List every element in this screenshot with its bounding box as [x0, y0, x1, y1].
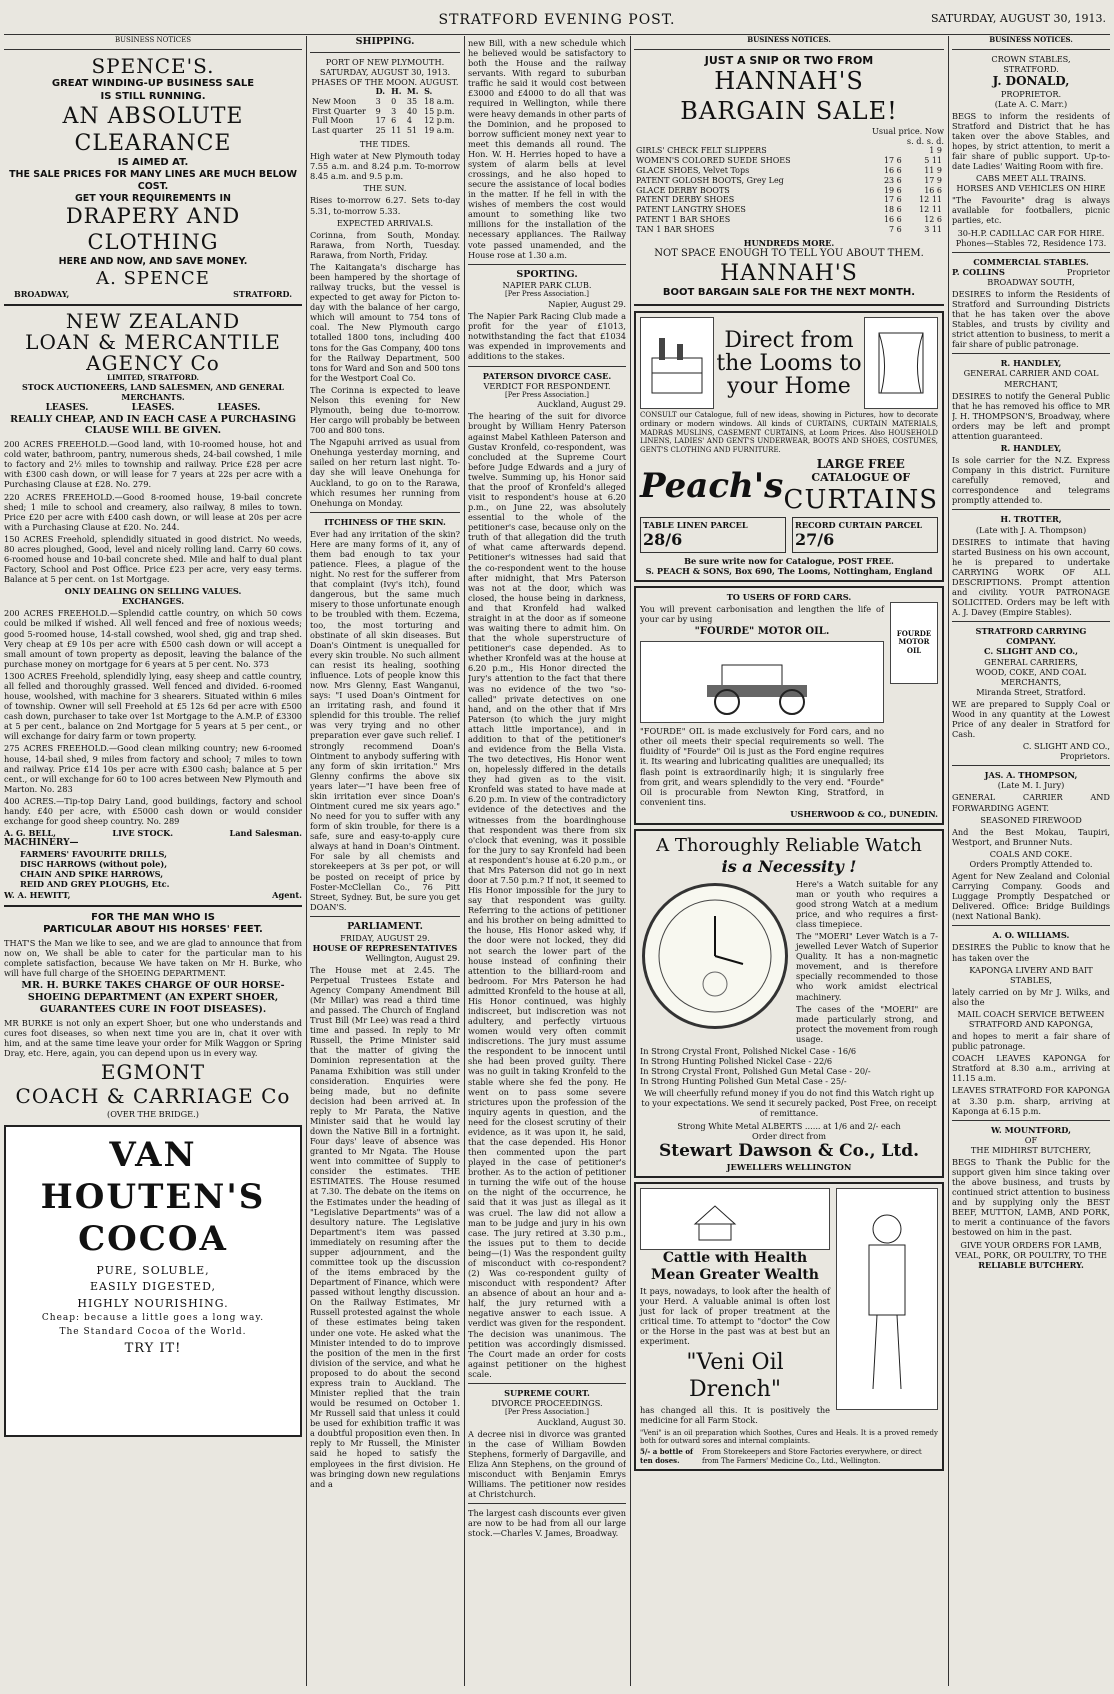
dateline: Wellington, August 29.	[365, 952, 460, 963]
column-rule	[630, 36, 631, 1686]
table-cell: TAN 1 BAR SHOES	[636, 224, 715, 234]
table-cell: 3 11	[924, 224, 942, 234]
ad-signature: Land Salesman.	[229, 828, 302, 839]
ad-line: Be sure write now for Catalogue, POST FREE.	[684, 555, 894, 566]
price-line: In Strong Crystal Front, Polished Gun Metal Case - 20/-	[640, 1066, 871, 1077]
listing: 200 ACRES FREEHOLD.—Splendid cattle country, on which 50 cows could be milked if wished. All well fenced and free of noxious weeds; good 5-roomed house, 14-stall cowshed, wool shed, gig and trap shed. Very cheap at £9 10s per acre with £500 cash down or will accept a small amount of town property as deposit, leaving the balance of the purchase money on mortgage for 6 years at 5 per cent. No. 373	[4, 608, 302, 669]
ad-line: JUST A SNIP OR TWO FROM	[704, 53, 874, 67]
ad-line: EASILY DIGESTED,	[89, 1280, 217, 1294]
table-cell: 1 9	[929, 146, 942, 156]
ad-line: THE SALE PRICES FOR MANY LINES ARE MUCH BELOW COST.	[9, 169, 297, 192]
ad-line: WOOD, COKE, AND COAL MERCHANTS,	[975, 666, 1087, 687]
business-name: CROWN STABLES,	[991, 53, 1071, 64]
paragraph: The Kaitangata's discharge has been hampered by the shortage of railway trucks, but the vessel is expected to get away for Picton to-day with the balance of her cargo, which will amount to 754 tons of coal. The New Plymouth cargo totalled 1800 tons, including 400 tons for the Gas Company, 400 tons for the Railway Department, 500 tons for Ward and Son and 500 tons for the Westport Coal Co.	[310, 261, 460, 383]
ad-paragraph: THAT'S the Man we like to see, and we are glad to announce that from now on, We shall be able to cater for the particular man to his complete satisfaction, because We have taken on Mr H. Burke, who will have full charge of the SHOEING DEPARTMENT.	[4, 938, 302, 979]
table-cell	[871, 146, 904, 156]
ad-paragraph: lately carried on by Mr J. Wilks, and also the	[952, 986, 1110, 1007]
table-cell: 18 a.m.	[424, 96, 455, 106]
subheading: HOUSE OF REPRESENTATIVES	[312, 942, 458, 953]
parcel-name: RECORD CURTAIN PARCEL	[795, 519, 923, 530]
table-cell: 12 6	[924, 215, 942, 225]
ad-headline: Mean Greater Wealth	[651, 1266, 819, 1283]
proprietor-name: A. O. WILLIAMS.	[992, 930, 1070, 941]
brand-name: VAN	[109, 1135, 197, 1176]
table-cell: 35	[406, 96, 418, 106]
column-3	[468, 36, 626, 1686]
table-cell: 12 p.m.	[424, 116, 455, 126]
spence-advertisement	[4, 36, 302, 299]
subheading: DIVORCE PROCEEDINGS.	[491, 1397, 603, 1408]
ad-line: GIVE YOUR ORDERS FOR LAMB, VEAL, PORK, OR POULTRY, TO THE	[955, 1239, 1107, 1260]
company-name: LOAN & MERCANTILE	[25, 330, 281, 355]
ad-line: (Late with J. A. Thompson)	[975, 524, 1087, 535]
ad-signature: A. G. BELL,	[4, 828, 56, 839]
table-row	[634, 215, 944, 225]
table-cell: Full Moon	[312, 116, 354, 126]
ad-paragraph: The "MOERI" Lever Watch is a 7-jewelled Lever Watch of Superior Quality. It has a non-magnetic movement, and is therefore specially recommended to those who work amidst electrical machinery.	[796, 931, 938, 1002]
table-cell: PATENT DERBY SHOES	[636, 195, 735, 205]
table-cell: First Quarter	[312, 106, 366, 116]
ad-line: Order direct from	[752, 1130, 826, 1141]
table-cell: 40	[406, 106, 418, 116]
paragraph: A decree nisi in divorce was granted in the case of William Bowden Stephens, formerly of Dargaville, and Eliza Ann Stephens, on the ground of misconduct with Benjamin Emrys Williams. The petitioner now resides at Christchurch.	[468, 1428, 626, 1500]
table-cell: 15 p.m.	[424, 106, 455, 116]
subheading: PORT OF NEW PLYMOUTH.	[325, 56, 445, 67]
ad-line: BROADWAY SOUTH,	[987, 276, 1075, 287]
ad-line: PURE, SOLUBLE,	[96, 1263, 210, 1277]
table-cell: 9	[375, 106, 381, 116]
section-heading: PARLIAMENT.	[347, 920, 423, 932]
press-credit: [Per Press Association.]	[505, 290, 589, 299]
section-header: BUSINESS NOTICES	[114, 36, 192, 44]
ad-line: TRY IT!	[124, 1341, 182, 1357]
ad-paragraph: GENERAL CARRIER AND FORWARDING AGENT.	[952, 792, 1110, 813]
table-cell: 11 9	[924, 165, 942, 175]
ad-address: STRATFORD.	[233, 288, 292, 299]
table-cell: 11	[391, 126, 402, 136]
table-cell: 16 6	[924, 185, 942, 195]
ad-line: HERE AND NOW, AND SAVE MONEY.	[58, 255, 248, 267]
factory-illustration	[640, 317, 714, 409]
parcel-name: TABLE LINEN PARCEL	[643, 519, 748, 530]
ad-line: 30-H.P. CADILLAC CAR FOR HIRE.	[957, 227, 1105, 238]
ad-line: MACHINERY—	[4, 838, 79, 849]
brand-name: "FOURDE" MOTOR OIL.	[694, 625, 830, 637]
price-line: In Strong Hunting Polished Nickel Case - 22/6	[640, 1056, 833, 1067]
ad-line: CHAIN AND SPIKE HARROWS,	[20, 869, 164, 880]
table-header-cell: H.	[391, 85, 402, 96]
table-row	[310, 107, 460, 117]
listing: 150 ACRES Freehold, splendidly situated in good district. No weeds, 80 acres ploughed, Good, level and nicely rolling land. Carry 60 cows. 6-roomed house and 10-bail concrete shed. Mile and half to dual plant Factory, School and Post Office. Price £23 per acre, very easy terms. Balance at 5 per cent. on 1st Mortgage.	[4, 533, 302, 585]
ad-paragraph: and hopes to merit a fair share of public patronage.	[952, 1031, 1110, 1052]
fourde-oil-advertisement	[634, 586, 944, 825]
table-cell: GLACE SHOES, Velvet Tops	[636, 165, 750, 175]
table-row	[634, 156, 944, 166]
ad-line: HUNDREDS MORE.	[743, 237, 835, 248]
ad-line: Phones—Stables 72, Residence 173.	[955, 237, 1107, 248]
ad-line: CATALOGUE OF	[811, 471, 911, 485]
window-illustration	[864, 317, 938, 409]
ad-paragraph: "The Favourite" drag is always available for footballers, picnic parties, etc.	[952, 195, 1110, 226]
ad-line: LIVE STOCK.	[112, 828, 174, 839]
ad-line: GENERAL CARRIERS,	[984, 656, 1078, 667]
table-row	[634, 195, 944, 205]
ad-paragraph: It pays, nowadays, to look after the health of your Herd. A valuable animal is often lost just for lack of proper treatment at the critical time. To attempt to "doctor" the Cow or the Horse in the past was at best but an experiment.	[640, 1286, 830, 1347]
table-row	[634, 146, 944, 156]
brand-name: HOUTEN'S	[40, 1176, 266, 1217]
table-row	[634, 205, 944, 215]
paragraph: Corinna, from South, Monday. Rarawa, from North, Tuesday. Rarawa, from North, Friday.	[310, 229, 460, 260]
table-cell: 17 9	[924, 175, 942, 185]
table-cell: 18 6	[883, 205, 902, 215]
table-row	[634, 225, 944, 235]
ad-address: S. PEACH & SONS, Box 690, The Looms, Nottingham, England	[645, 565, 933, 576]
ad-line: GET YOUR REQUIREMENTS IN	[75, 192, 231, 204]
brand-name: HANNAH'S	[714, 67, 864, 96]
press-credit: [Per Press Association.]	[505, 1408, 589, 1417]
company-name: NEW ZEALAND	[65, 309, 241, 334]
parcel-price: 28/6	[643, 529, 683, 549]
ad-line: (Late A. C. Marr.)	[994, 98, 1068, 109]
company-sub: LIMITED, STRATFORD.	[107, 373, 199, 383]
paragraph: The largest cash discounts ever given are now to be had from all our large stock.—Charles V. James, Broadway.	[468, 1508, 626, 1539]
table-cell: 12 11	[919, 195, 942, 205]
leases-heading: LEASES. LEASES. LEASES.	[45, 402, 261, 413]
dateline: Napier, August 29.	[548, 299, 626, 310]
table-cell: 51	[406, 126, 418, 136]
company-name: Stewart Dawson & Co., Ltd.	[658, 1140, 920, 1161]
nzl-advertisement	[4, 311, 302, 899]
table-row	[310, 126, 460, 136]
listing: 400 ACRES.—Tip-top Dairy Land, good buildings, factory and school handy. £40 per acre, with £5000 cash down or would consider exchange for good sheep country. No. 289	[4, 795, 302, 826]
ad-headline: the Looms to	[716, 350, 862, 376]
ad-paragraph: WE are prepared to Supply Coal or Wood in any quantity at the Lowest Price of any dealer in Stratford for Cash.	[952, 698, 1110, 740]
article-heading: SUPREME COURT.	[504, 1387, 590, 1398]
table-cell: 3	[391, 106, 397, 116]
table-cell: Last quarter	[312, 126, 363, 136]
ad-line: CABS MEET ALL TRAINS.	[975, 173, 1087, 184]
business-name: THE MIDHIRST BUTCHERY,	[970, 1144, 1092, 1155]
ad-signature: USHERWOOD & CO., DUNEDIN.	[790, 808, 938, 819]
dateline: Auckland, August 29.	[537, 399, 626, 410]
ad-line: Cheap: because a little goes a long way.	[41, 1313, 265, 1324]
table-cell: PATENT GOLOSH BOOTS, Grey Leg	[636, 175, 784, 185]
ad-line: IS AIMED AT.	[117, 156, 189, 168]
masthead	[0, 0, 1114, 34]
table-cell: 25	[375, 126, 386, 136]
ad-line: JEWELLERS WELLINGTON	[726, 1161, 852, 1172]
table-cell: WOMEN'S COLORED SUEDE SHOES	[636, 156, 791, 166]
ad-line: REID AND GREY PLOUGHS, Etc.	[20, 879, 170, 890]
ad-line: The Standard Cocoa of the World.	[59, 1327, 247, 1338]
table-cell: 19 6	[883, 185, 902, 195]
column-5	[952, 36, 1110, 1686]
company-name: AGENCY Co	[86, 351, 220, 376]
tin-label: FOURDE MOTOR OIL	[896, 628, 932, 656]
ad-signature: W. A. HEWITT,	[4, 889, 71, 900]
table-cell: 16 6	[883, 215, 902, 225]
ad-paragraph: You will prevent carbonisation and lengthen the life of your car by using	[640, 603, 884, 624]
ad-paragraph: LEAVES STRATFORD FOR KAPONGA at 3.30 p.m. sharp, arriving at Kaponga at 6.15 p.m.	[952, 1085, 1110, 1116]
price-line: 5/- a bottle of ten doses.	[640, 1447, 694, 1465]
paragraph: Ever had any irritation of the skin? Here are many forms of it, any of them bad enough to tax your patience. Flees, a plague of the night. No rest for the sufferer from that complaint (Ivy's itch), found dangerous, but the same much misery to those unfortunate enough to be troubled with them. Eczema, too, the most torturing and obstinate of all skin diseases. But Doan's Ointment is unequalled for every skin trouble. No such ailment can resist its healing, soothing influence. Lots of people know this now. Mrs Glenny, East Wanganui, says: "I used Doan's Ointment for an irritating rash, and found it splendid for this trouble. The relief was very trying and no other preparation ever gave such relief. I strongly recommend Doan's Ointment to anybody suffering with any form of skin irritation." Mrs Glenny confirms the above six years later—"I have been free of skin irritation ever since Doan's Ointment cured me six years ago." No need for you to suffer with any form of skin trouble, for there is a safe, sure and easy-to-apply cure always at hand in Doan's Ointment. For sale by all chemists and storekeepers at 3s per pot, or will be posted on receipt of price by Foster-McClellan Co., 76 Pitt Street, Sydney. But, be sure you get DOAN'S.	[310, 528, 460, 912]
proprietor-name: R. HANDLEY,	[1000, 358, 1062, 369]
table-cell: GLACE DERBY BOOTS	[636, 185, 730, 195]
ad-line: TO USERS OF FORD CARS.	[726, 591, 852, 602]
ad-line: MAIL COACH SERVICE BETWEEN STRATFORD AND KAPONGA,	[957, 1008, 1105, 1029]
ad-line: Proprietors.	[1060, 751, 1110, 762]
ad-paragraph: DESIRES to inform the Residents of Stratford and Surrounding Districts that he has taken over the above Stables, and trusts by civility and strict attention to business, to merit a fair share of public patronage.	[952, 288, 1110, 350]
article-heading: ITCHINESS OF THE SKIN.	[324, 516, 446, 527]
ad-line: PARTICULAR ABOUT HIS HORSES' FEET.	[43, 923, 263, 935]
top-rule	[4, 34, 1110, 35]
business-name: STRATFORD.	[1003, 63, 1059, 74]
brand-name: HANNAH'S	[720, 261, 858, 287]
paragraph: The Ngapuhi arrived as usual from Onehunga yesterday morning, and sailed on her return last night. To-day she will leave Onehunga for Auckland, to go on to the Rarawa, which resumes her running from Onehunga on Monday.	[310, 437, 460, 508]
ad-line: From Storekeepers and Store Factories everywhere, or direct from The Farmers' Medicine Co., Ltd., Wellington.	[702, 1448, 922, 1465]
moon-phases-table	[310, 87, 460, 136]
ad-line: FARMERS' FAVOURITE DRILLS,	[20, 849, 167, 860]
ad-paragraph: DESIRES the Public to know that he has taken over the	[952, 942, 1110, 963]
business-name: C. SLIGHT AND CO.,	[984, 646, 1078, 657]
ad-line: GENERAL CARRIER AND COAL MERCHANT,	[963, 368, 1099, 389]
issue-date: SATURDAY, AUGUST 30, 1913.	[930, 12, 1106, 25]
table-row	[634, 186, 944, 196]
ad-paragraph: CONSULT our Catalogue, full of new ideas, showing in Pictures, how to decorate ordinary or modern windows. All kinds of CURTAINS, CURTAIN MATERIALS, MADRAS MUSLINS, CASEMENT CURTAINS, at Loom Prices. Also HOUSEHOLD LINENS, LADIES' AND GENT'S UNDERWEAR, BOOTS AND SHOES, COSTUMES, GENT'S CLOTHING AND FURNITURE.	[640, 411, 938, 454]
ad-line: FOR THE MAN WHO IS	[91, 911, 215, 923]
press-credit: [Per Press Association.]	[505, 390, 589, 399]
table-cell: GIRLS' CHECK FELT SLIPPERS	[636, 146, 767, 156]
table-cell: 17 6	[883, 195, 902, 205]
table-cell: 19 a.m.	[424, 126, 455, 136]
table-cell: 17 6	[883, 156, 902, 166]
ad-paragraph: The cases of the "MOERI" are made particularly strong, and protect the movement from rough usage.	[796, 1003, 938, 1044]
proprietor-name: JAS. A. THOMPSON,	[984, 770, 1078, 781]
ad-paragraph: Is sole carrier for the N.Z. Express Company in this district. Furniture carefully removed, and correspondence and telegrams promptly attended to.	[952, 455, 1110, 506]
ad-paragraph: BEGS to Thank the Public for the support given him since taking over the above business, and trusts by continued strict attention to business and by supplying only the BEST BEEF, MUTTON, LAMB, AND PORK, to merit a continuance of the favors bestowed on him in the past.	[952, 1156, 1110, 1238]
table-header-cell: S.	[424, 85, 433, 96]
ad-paragraph: We will cheerfully refund money if you do not find this Watch right up to your expectations. We send it securely packed, Post Free, on receipt of remittance.	[641, 1088, 937, 1119]
paragraph: High water at New Plymouth today 7.55 a.m. and 8.24 p.m. To-morrow 8.45 a.m. and 9.5 p.m.	[310, 151, 460, 182]
business-name: COMMERCIAL STABLES.	[973, 256, 1089, 267]
ad-headline: A Thoroughly Reliable Watch	[656, 834, 922, 856]
farmer-illustration	[836, 1188, 938, 1410]
price-line: In Strong Crystal Front, Polished Nickel Case - 16/6	[640, 1045, 857, 1056]
parcel-price: 27/6	[795, 529, 835, 549]
ad-paragraph: Agent for New Zealand and Colonial Carrying Company. Goods and Luggage Promptly Despatched or Delivered. Office: Bridge Buildings (next National Bank).	[952, 870, 1110, 922]
table-cell: New Moon	[312, 96, 357, 106]
column-4	[634, 36, 944, 1686]
ad-headline: AN ABSOLUTE CLEARANCE	[62, 103, 244, 156]
table-cell: 17	[375, 116, 386, 126]
ad-headline: your Home	[727, 374, 851, 400]
brand-name: "Veni Oil Drench"	[686, 1349, 784, 1402]
column-rule	[306, 36, 307, 1686]
article-heading: PATERSON DIVORCE CASE.	[482, 370, 612, 381]
ad-line: Proprietor	[1066, 266, 1110, 277]
paragraph: The Napier Park Racing Club made a profit for the year of £1013, notwithstanding the fact that £1034 was expended in improvements and additions to the stakes.	[468, 311, 626, 362]
proprietor-name: H. TROTTER,	[1000, 514, 1062, 525]
ad-line: (OVER THE BRIDGE.)	[107, 1109, 199, 1119]
paragraph: The Corinna is expected to leave Nelson this evening for New Plymouth, being due to-morrow. Her cargo will probably be between 700 and 800 tons.	[310, 384, 460, 436]
table-cell: 6	[391, 116, 397, 126]
table-cell: 12 11	[919, 205, 942, 215]
section-heading: SHIPPING.	[355, 36, 415, 47]
table-row	[310, 116, 460, 126]
column-2	[310, 36, 460, 1686]
listing: 220 ACRES FREEHOLD.—Good 8-roomed house, 19-bail concrete shed; 1 mile to school and creamery, also railway, 8 miles to town. Price £20 per acre with £400 cash down, or will lease at 20s per acre with a Purchasing Clause at £20. No. 244.	[4, 491, 302, 532]
ad-line: BOOT BARGAIN SALE FOR THE NEXT MONTH.	[662, 287, 916, 299]
watch-illustration	[640, 877, 790, 1046]
paper-title: STRATFORD EVENING POST.	[438, 12, 676, 28]
business-name: STRATFORD CARRYING COMPANY.	[975, 626, 1087, 647]
column-1	[4, 36, 302, 1686]
company-trades: STOCK AUCTIONEERS, LAND SALESMEN, AND GENERAL MERCHANTS.	[22, 382, 284, 402]
ad-line: OF	[1024, 1134, 1038, 1145]
ad-line: REALLY CHEAP, AND IN EACH CASE A PURCHASING CLAUSE WILL BE GIVEN.	[10, 413, 296, 437]
veni-oil-advertisement	[634, 1182, 944, 1472]
table-cell: PATENT LANGTRY SHOES	[636, 205, 746, 215]
ad-paragraph: DESIRES to notify the General Public that he has removed his office to MR J. H. THOMPSON'S, Broadway, where orders may be left and prompt attention guaranteed.	[952, 390, 1110, 441]
proprietor-name: P. COLLINS	[952, 266, 1005, 277]
paragraph: The House met at 2.45. The Perpetual Trustees Estate and Agency Company Amendment Bill (Mr Millar) was read a third time and passed. The Church of England Trust Bill (Mr Lee) was read a third time and passed. In reply to Mr Russell, the Prime Minister said that the matter of giving the Dominion representation at the Panama Exhibition was still under consideration. Enquiries were being made, but no definite decision had been arrived at. In reply to Mr Parata, the Native Minister said that he would lay down the Native Bill in a fortnight. Four days' leave of absence was granted to Mr Ngata. The House went into committee of Supply to consider the estimates. THE ESTIMATES. The House resumed at 7.30. The debate on the items on the Estimates under the heading of "Legislative Departments" was of a desultory nature. The Legislative Department's item was passed immediately on resuming after the supper adjournment, and the committee took up the discussion of the items embraced by the Department of Finance, which were passed without lengthy discussion. On the Railway Estimates, Mr Russell protested against the whole of these estimates being taken under one vote. He asked what the Minister intended to do to improve the position of the men in the first division of the service, and what he proposed to do about the second express train to Auckland. The Minister replied that the train would be resumed on October 1. Mr Russell said that unless it could be used for exhibition traffic it was a doubtful proposition even then. In reply to Mr Russell, the Minister said he hoped to satisfy the employees in the first division. He was bringing down new regulations and a	[310, 964, 460, 1489]
table-cell: 23 6	[883, 175, 902, 185]
oil-tin-illustration	[890, 602, 938, 684]
ad-paragraph: MR BURKE is not only an expert Shoer, but one who understands and cures foot diseases, so when next time you are in, chat it over with him, and at the same time leave your order for Milk Waggon or Spring Dray, etc. Here, again, you can depend upon us in every way.	[4, 1017, 302, 1058]
brand-name: COCOA	[78, 1218, 228, 1259]
ad-paragraph: Here's a Watch suitable for any man or youth who requires a good strong Watch at a medium price, and who requires a first-class timepiece.	[796, 878, 938, 930]
section-heading: SPORTING.	[516, 268, 578, 280]
price-line: In Strong Hunting Polished Gun Metal Case - 25/-	[640, 1076, 847, 1087]
subheading: THE TIDES.	[359, 139, 411, 150]
ad-line: HIGHLY NOURISHING.	[77, 1296, 229, 1310]
listing: 1300 ACRES Freehold, splendidly lying, easy sheep and cattle country, all felled and thoroughly grassed. Well fenced and divided. 6-roomed house, woolshed, with machine for 3 shearers. Situated within 6 miles of township. Owner will sell Freehold at £5 12s 6d per acre with £500 cash down, purchaser to take over 1st Mortgage to the A.M.P. of £3300 at 5 per cent., balance on 2nd Mortgage for 5 years at 5 per cent., or will exchange for dairy farm or town property.	[4, 670, 302, 742]
subheading: VERDICT FOR RESPONDENT.	[483, 380, 611, 391]
car-illustration	[640, 641, 884, 723]
table-cell: 4	[406, 116, 412, 126]
ad-line: MR. H. BURKE TAKES CHARGE OF OUR HORSE-SHOEING DEPARTMENT (AN EXPERT SHOER, GUARANTEES CURE IN FOOT DISEASES).	[21, 980, 285, 1015]
ad-paragraph: DESIRES to intimate that having started Business on his own account, he is prepared to undertake CARRYING WORK OF ALL DESCRIPTIONS. Prompt attention and civility. YOUR PATRONAGE SOLICITED. Orders may be left with A. J. Davey (Empire Stables).	[952, 536, 1110, 618]
subheading: SATURDAY, AUGUST 30, 1913.	[319, 66, 451, 77]
ad-paragraph: COACH LEAVES KAPONGA for Stratford at 8.30 a.m., arriving at 11.15 a.m.	[952, 1053, 1110, 1084]
ad-line: GREAT WINDING-UP BUSINESS SALE	[51, 78, 255, 90]
brand-name: Peach's	[640, 465, 784, 506]
subheading: NAPIER PARK CLUB.	[502, 280, 592, 291]
ad-headline: Cattle with Health	[662, 1249, 808, 1266]
company-name: EGMONT	[100, 1059, 206, 1084]
price-header: Usual price. Now	[872, 126, 944, 137]
paragraph: Rises to-morrow 6.27. Sets to-day 5.31, to-morrow 5.33.	[310, 195, 460, 216]
ad-headline: CURTAINS	[783, 484, 938, 515]
horse-advertisement	[4, 912, 302, 1120]
ad-headline: Direct from	[724, 327, 854, 353]
table-cell: 7 6	[889, 224, 902, 234]
listing: 275 ACRES FREEHOLD.—Good clean milking country; new 6-roomed house, 14-bail shed, 9 miles from factory and school; 7 miles to town and railway. Price £14 10s per acre with £300 cash; balance at 5 per cent., or will exchange for 60 to 100 acres between New Plymouth and Marton. No. 283	[4, 743, 302, 794]
proprietor-name: W. MOUNTFORD,	[991, 1124, 1071, 1135]
proprietor-name: J. DONALD,	[992, 73, 1070, 88]
ad-line: NOT SPACE ENOUGH TO TELL YOU ABOUT THEM.	[654, 247, 924, 259]
ad-line: EXCHANGES.	[121, 596, 185, 607]
subheading: PHASES OF THE MOON. AUGUST.	[311, 76, 459, 87]
table-cell: PATENT 1 BAR SHOES	[636, 215, 731, 225]
subheading: THE SUN.	[363, 183, 407, 194]
ad-signature: A. SPENCE	[96, 267, 210, 289]
proprietor-name: R. HANDLEY,	[1000, 443, 1062, 454]
table-cell: 16 6	[883, 165, 902, 175]
ad-paragraph: "Veni" is an oil preparation which Soothes, Cures and Heals. It is a proved remedy both for outward sores and internal complaints.	[640, 1428, 938, 1446]
paragraph: new Bill, with a new schedule which he believed would be satisfactory to both the House and the railway servants. With regard to suburban traffic he said it would cost between £3000 and £4000 to do all that was required in Wellington, while there were heavy demands in other parts of the Dominion, and he proposed to borrow sufficient money next year to meet this demands all round. The Hon. W. H. Herries hoped to have a system of alarm bells at level crossings, and he also hoped to secure the assistance of local bodies in the matter. If he fell in with the wishes of members the cost would amount to something like two millions for the installation of the necessary appliances. The Railway vote passed unamended, and the House rose at 1.30 a.m.	[468, 38, 626, 260]
listing: 200 ACRES FREEHOLD.—Good land, with 10-roomed house, hot and cold water, bathroom, pantry, numerous sheds, 24-bail cowshed, 1 mile to factory and 2½ miles to township and railway. Price £28 per acre with £300 cash down, or will lease for 7 years at 22s per acre with a Purchasing Clause at £28. No. 279.	[4, 439, 302, 490]
ad-headline: is a Necessity !	[721, 857, 857, 877]
ad-line: PROPRIETOR.	[1000, 88, 1062, 99]
dateline: Auckland, August 30.	[537, 1416, 626, 1427]
ad-paragraph: And the Best Mokau, Taupiri, Westport, and Brunner Nuts.	[952, 826, 1110, 847]
table-cell: 0	[391, 96, 397, 106]
ad-line: DISC HARROWS (without pole),	[20, 859, 168, 870]
ad-line: Miranda Street, Stratford.	[976, 686, 1086, 697]
company-name: COACH & CARRIAGE Co	[15, 1084, 291, 1109]
subheading: FRIDAY, AUGUST 29.	[340, 932, 430, 943]
ad-address: BROADWAY,	[14, 288, 70, 299]
ad-paragraph: BEGS to inform the residents of Stratford and District that he has taken over the above Stables, and hopes, by strict attention, to merit a fair share of public support. Up-to-date Ladies' Waiting Room with fire.	[952, 110, 1110, 172]
shoe-price-table	[634, 146, 944, 234]
business-name: RELIABLE BUTCHERY.	[978, 1259, 1084, 1270]
section-header: BUSINESS NOTICES.	[747, 36, 831, 44]
table-row	[310, 97, 460, 107]
paragraph: The hearing of the suit for divorce brought by William Henry Paterson against Mabel Kathleen Paterson and Gustav Kronfeld, co-respondent, was concluded at the Supreme Court before Judge Edwards and a jury of twelve. Summing up, his Honor said that the proof of Kronfeld's alleged visit to respondent's house at 6.20 p.m., on June 22, was absolutely essential to the whole of the petitioner's case, because only on the truth of that allegation did the truth of what came afterwards depend. Petitioner's witnesses had said that the co-respondent went to the house after midnight, that Mrs Paterson was not at the door, which was closed, the house being in darkness, and that Kronfeld had walked straight in at the door as if someone was waiting there to admit him. On that the whole superstructure of petitioner's case depended. As to whether Kronfeld was at the house at 6.20 p.m., His Honor directed the Jury's attention to the fact that there was no evidence of the two "so-called" private detectives on one hand, and on the other that if Mrs Paterson (to which the jury might attach little importance), and in addition to that of the petitioner's and evidence from the Bella Vista. The two detectives, His Honor went on, hopelessly differed in the details they had given as to the visit. Kronfeld was stated to have made at 6.20 p.m. In view of the contradictory evidence of the detectives and the witnesses from the boardinghouse that respondent was there from six o'clock that evening, was it possible for the jury to say Kronfeld had been at respondent's house at 6.20 p.m., or that Mrs Paterson did not go in next door at 7.50 p.m.? If not, it seemed to His Honor impossible for the jury to say that respondent was guilty. Referring to the actions of petitioner and his brother on being admitted to the house, His Honor asked why, if the door were not locked, they did not search the lower part of the house instead of confining their attention to the billiard-room and bedroom. For Mrs Paterson he had admitted Kronfeld to the house at all, His Honor continued, was highly indiscreet, but indiscretion was not adultery, and perfectly virtuous women would very often commit indiscretions. The jury must assume the respondent to be innocent until she had been proved guilty. There was no guilt in taking Kronfeld to the stable where she fed the pony. He went on to pass some severe strictures upon the profession of the inquiry agents in question, and the need for the closest scrutiny of their evidence, as it was upon it, he said, that the case depended. His Honor then commented upon the part played in the case of petitioner's brother. As to the action of petitioner in turning the wife out of the house on the night of the occurrence, he said that it was just as illegal as it was cruel. The law did not allow a man to be judge and jury in his own case. The jury retired at 3.30 p.m., the issues put to them to decide being—(1) Was the respondent guilty of misconduct with co-respondent? (2) Was co-respondent guilty of misconduct with respondent? After an absence of about an hour and a-half, the jury returned with a negative answer to each issue. A verdict was given for the respondent. The decision was unanimous. The petition was accordingly dismissed. The Court made an order for costs against petitioner on the highest scale.	[468, 411, 626, 1379]
table-cell: 3	[375, 96, 381, 106]
ad-signature: C. SLIGHT AND CO.,	[1022, 741, 1110, 752]
peach-curtains-advertisement	[634, 311, 944, 581]
ad-line: ONLY DEALING ON SELLING VALUES.	[64, 586, 242, 597]
ad-line: Orders Promptly Attended to.	[969, 858, 1093, 869]
ad-paragraph: has changed all this. It is positively the medicine for all Farm Stock.	[640, 1404, 830, 1425]
hannah-advertisement	[634, 54, 944, 300]
ad-line: LARGE FREE	[816, 456, 905, 471]
ad-headline: BARGAIN SALE!	[680, 96, 898, 125]
ad-line: COALS AND COKE.	[989, 848, 1073, 859]
watch-advertisement	[634, 829, 944, 1178]
subheading: EXPECTED ARRIVALS.	[336, 217, 434, 228]
column-rule	[464, 36, 465, 1686]
table-cell: 5 11	[924, 156, 942, 166]
ad-line: (Late M. I. Jury)	[997, 780, 1065, 791]
table-row	[634, 176, 944, 186]
table-header-cell: D.	[375, 85, 385, 96]
price-header: s. d. s. d.	[906, 136, 944, 147]
ad-line: Strong White Metal ALBERTS ...... at 1/6 and 2/- each	[677, 1120, 901, 1131]
spence-name: SPENCE'S.	[91, 53, 215, 78]
farm-illustration	[640, 1188, 830, 1250]
section-header: BUSINESS NOTICES.	[989, 36, 1073, 44]
ad-line: IS STILL RUNNING.	[100, 90, 206, 102]
ad-signature: Agent.	[272, 889, 302, 900]
ad-line: KAPONGA LIVERY AND BAIT STABLES,	[969, 964, 1093, 985]
table-header-cell	[310, 87, 374, 97]
table-header-cell: M.	[406, 85, 419, 96]
ad-headline: DRAPERY AND CLOTHING	[65, 204, 241, 255]
ad-paragraph: "FOURDE" OIL is made exclusively for Ford cars, and no other oil meets their special requirements so well. The fluidity of "Fourde" Oil is just as the Ford engine requires it. Its wearing and lubricating qualities are unequalled; its flash point is extraordinarily high; it is singularly free from grit, and wears splendidly to the very end. "Fourde" Oil is procurable from Newton King, Stratford, in convenient tins.	[640, 726, 884, 807]
table-row	[634, 166, 944, 176]
column-rule	[948, 36, 949, 1686]
ad-line: SEASONED FIREWOOD	[980, 814, 1082, 825]
cocoa-advertisement	[4, 1125, 302, 1437]
ad-line: HORSES AND VEHICLES ON HIRE	[956, 183, 1106, 194]
